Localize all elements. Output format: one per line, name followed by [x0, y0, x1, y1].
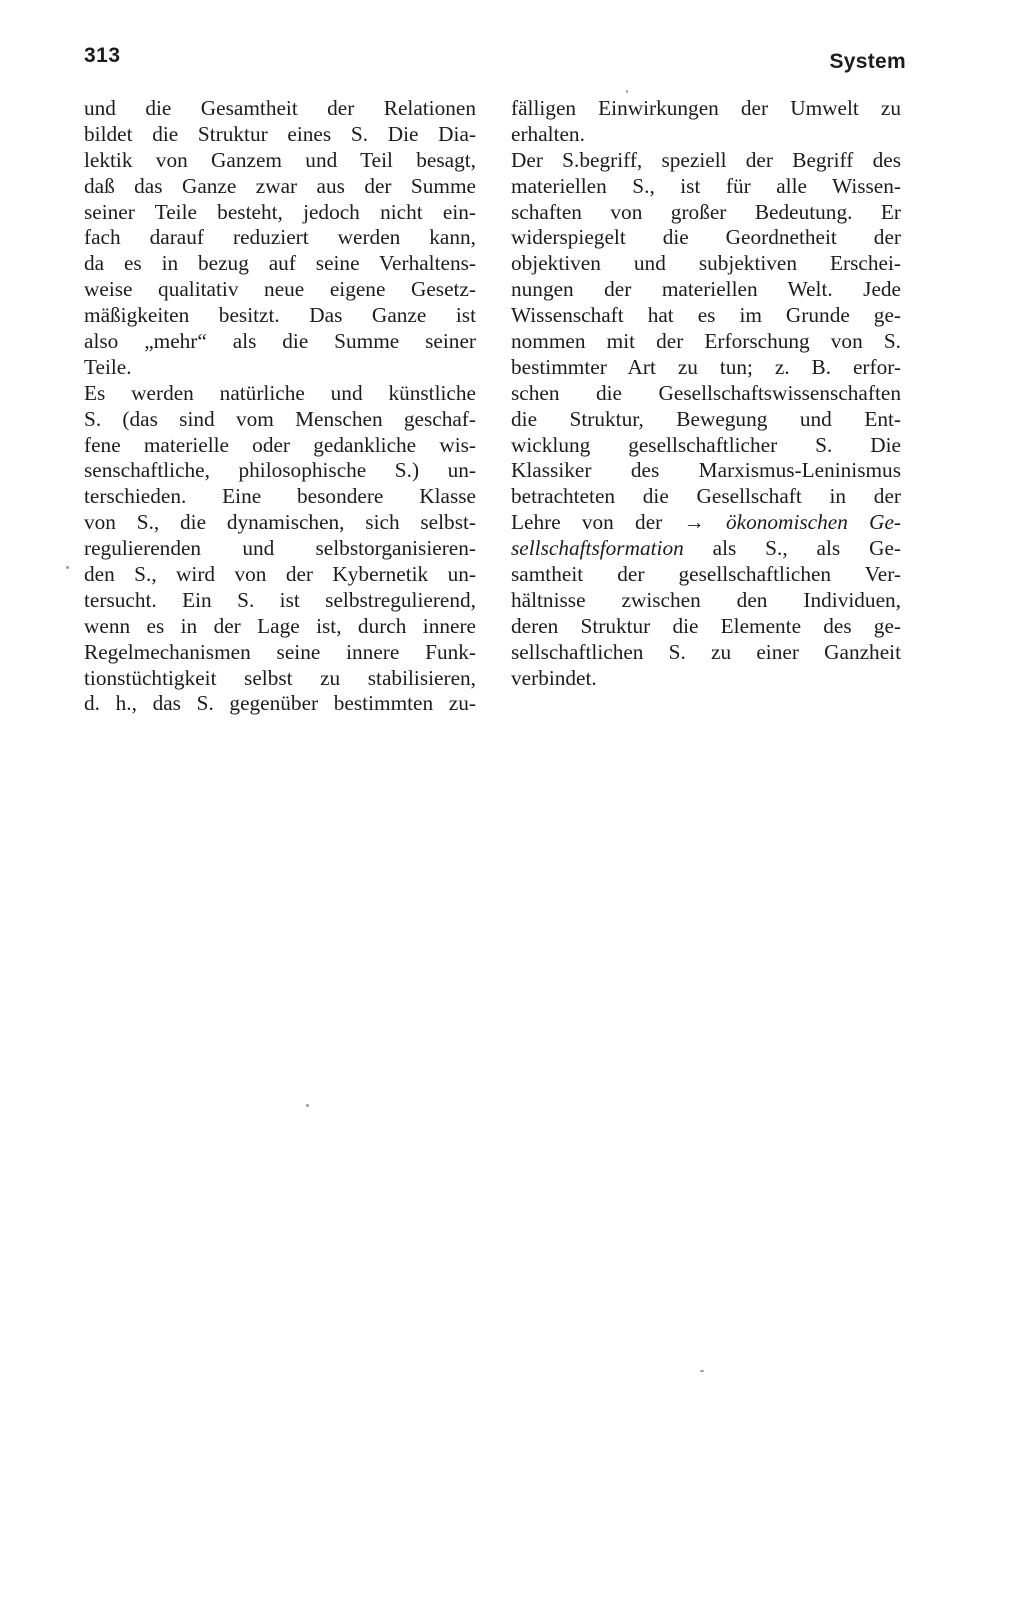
text-line: nommen mit der Erforschung von S.	[511, 329, 901, 354]
left-paragraph-2	[84, 381, 476, 718]
scan-speck	[66, 566, 69, 569]
text-line: erhalten.	[511, 121, 585, 146]
text-line: mäßigkeiten besitzt. Das Ganze ist	[84, 303, 476, 328]
text-line: da es in bezug auf seine Verhaltens-	[84, 251, 476, 276]
text-line: von S., die dynamischen, sich selbst-	[84, 510, 476, 535]
text-line: seiner Teile besteht, jedoch nicht ein-	[84, 199, 476, 224]
crossref-term-continued[interactable]: sellschaftsformation	[511, 536, 684, 561]
text-line: tersucht. Ein S. ist selbstregulierend,	[84, 587, 476, 612]
text-line: weise qualitativ neue eigene Gesetz-	[84, 277, 476, 302]
right-paragraph-2	[511, 148, 901, 692]
text-line: schaften von großer Bedeutung. Er	[511, 199, 901, 224]
text-line: bestimmter Art zu tun; z. B. erfor-	[511, 354, 901, 379]
right-paragraph-1	[511, 96, 901, 148]
text-line: hältnisse zwischen den Individuen,	[511, 587, 901, 612]
scan-speck	[626, 90, 628, 93]
scan-speck	[306, 1104, 309, 1107]
text-line: die Struktur, Bewegung und Ent-	[511, 406, 901, 431]
text-line: deren Struktur die Elemente des ge-	[511, 613, 901, 638]
text-line: nungen der materiellen Welt. Jede	[511, 277, 901, 302]
text-line: betrachteten die Gesellschaft in der	[511, 484, 901, 509]
text-line: Wissenschaft hat es im Grunde ge-	[511, 303, 901, 328]
text-line: sellschaftlichen S. zu einer Ganzheit	[511, 639, 901, 664]
text-line: widerspiegelt die Geordnetheit der	[511, 225, 901, 250]
text-line: regulierenden und selbstorganisieren-	[84, 536, 476, 561]
text-line: samtheit der gesellschaftlichen Ver-	[511, 562, 901, 587]
text-line: und die Gesamtheit der Relationen	[84, 96, 476, 120]
running-head: System	[829, 50, 906, 73]
text-line: Klassiker des Marxismus-Leninismus	[511, 458, 901, 483]
text-line: daß das Ganze zwar aus der Summe	[84, 173, 476, 198]
text-line: bildet die Struktur eines S. Die Dia-	[84, 121, 476, 146]
text-line: materiellen S., ist für alle Wissen-	[511, 173, 901, 198]
crossref-prefix: Lehre von der	[511, 510, 684, 535]
text-line: objektiven und subjektiven Erschei-	[511, 251, 901, 276]
right-column	[511, 96, 901, 691]
text-line: senschaftliche, philosophische S.) un-	[84, 458, 476, 483]
text-line: Der S.begriff, speziell der Begriff des	[511, 147, 901, 172]
crossref-line-2	[511, 536, 901, 562]
text-line: fach darauf reduziert werden kann,	[84, 225, 476, 250]
text-line: also „mehr“ als die Summe seiner	[84, 329, 476, 354]
scan-speck	[700, 1370, 704, 1372]
text-line: terschieden. Eine besondere Klasse	[84, 484, 476, 509]
left-column	[84, 96, 476, 717]
text-line: fene materielle oder gedankliche wis-	[84, 432, 476, 457]
text-line: Teile.	[84, 354, 132, 379]
crossref-line	[511, 510, 901, 536]
text-line: Regelmechanismen seine innere Funk-	[84, 639, 476, 664]
text-line: tionstüchtigkeit selbst zu stabilisieren,	[84, 665, 476, 690]
crossref-term[interactable]: ökonomischen Ge-	[726, 510, 902, 535]
text-line: fälligen Einwirkungen der Umwelt zu	[511, 96, 901, 120]
left-paragraph-1	[84, 96, 476, 381]
crossref-arrow-icon: →	[683, 510, 705, 535]
crossref-suffix: als S., als Ge-	[683, 536, 901, 561]
text-line: Es werden natürliche und künstliche	[84, 380, 476, 405]
text-line: den S., wird von der Kybernetik un-	[84, 562, 476, 587]
text-line: S. (das sind vom Menschen geschaf-	[84, 406, 476, 431]
text-line: d. h., das S. gegenüber bestimmten zu-	[84, 691, 476, 716]
page-number: 313	[84, 44, 121, 67]
text-line: wenn es in der Lage ist, durch innere	[84, 613, 476, 638]
text-line: verbindet.	[511, 665, 597, 690]
text-line: schen die Gesellschaftswissenschaften	[511, 380, 901, 405]
text-line: lektik von Ganzem und Teil besagt,	[84, 147, 476, 172]
text-line: wicklung gesellschaftlicher S. Die	[511, 432, 901, 457]
